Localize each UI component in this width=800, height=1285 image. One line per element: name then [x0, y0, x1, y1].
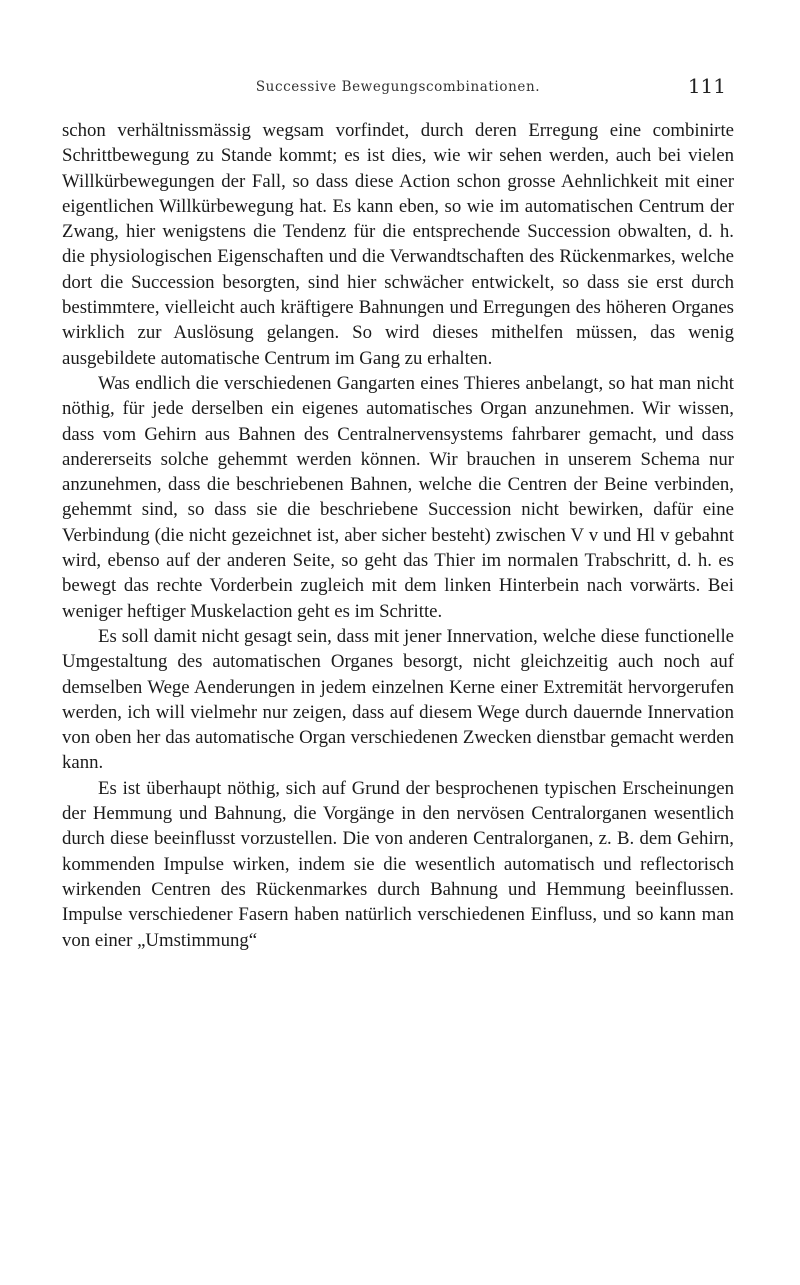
- paragraph-4: Es ist überhaupt nöthig, sich auf Grund der besprochenen typischen Erscheinungen der Hemmung und Bahnung, die Vorgänge in den nervösen Centralorganen wesentlich durch diese beeinflusst vorzustellen. Die von anderen Centralorganen, z. B. dem Gehirn, kommenden Impulse wirken, indem sie die wesentlich automatisch und reflectorisch wirkenden Centren des Rückenmarkes durch Bahnung und Hemmung beeinflussen. Impulse verschiedener Fasern haben natürlich verschiedenen Einfluss, und so kann man von einer „Umstimmung“: [62, 777, 734, 951]
- paragraph-3: Es soll damit nicht gesagt sein, dass mit jener Innervation, welche diese functionelle Umgestaltung des automatischen Organes besorgt, nicht gleichzeitig auch noch auf demselben Wege Aenderungen in jedem einzelnen Kerne einer Extremität hervorgerufen werden, ich will vielmehr nur zeigen, dass auf diesem Wege durch dauernde Innervation von oben her das automatische Organ verschiedenen Zwecken dienstbar gemacht werden kann.: [62, 625, 734, 774]
- page-number: 111: [687, 74, 726, 98]
- body-text: [62, 118, 734, 953]
- paragraph-2: Was endlich die verschiedenen Gangarten eines Thieres anbelangt, so hat man nicht nöthig, für jede derselben ein eigenes automatisches Organ anzunehmen. Wir wissen, dass vom Gehirn aus Bahnen des Centralnervensystems fahrbarer gemacht, und dass andererseits solche gehemmt werden können. Wir brauchen in unserem Schema nur anzunehmen, dass die beschriebenen Bahnen, welche die Centren der Beine verbinden, gehemmt sind, so dass sie die beschriebene Succession nicht bewirken, dafür eine Verbindung (die nicht gezeichnet ist, aber sicher besteht) zwischen V v und Hl v gebahnt wird, ebenso auf der anderen Seite, so geht das Thier im normalen Trabschritt, d. h. es bewegt das rechte Vorderbein zugleich mit dem linken Hinterbein nach vorwärts. Bei weniger heftiger Muskelaction geht es im Schritte.: [62, 372, 734, 622]
- page-header: [62, 74, 734, 108]
- running-title: Successive Bewegungscombinationen.: [255, 79, 541, 95]
- paragraph-1: schon verhältnissmässig wegsam vorfindet, durch deren Erregung eine combinirte Schrittbewegung zu Stande kommt; es ist dies, wie wir sehen werden, auch bei vielen Willkürbewegungen der Fall, so dass diese Action schon grosse Aehnlichkeit mit einer eigentlichen Willkürbewegung hat. Es kann eben, so wie im automatischen Centrum der Zwang, hier wenigstens die Tendenz für die entsprechende Succession obwalten, d. h. die physiologischen Eigenschaften und die Verwandtschaften des Rückenmarkes, welche dort die Succession besorgten, sind hier schwächer entwickelt, so dass sie erst durch bestimmtere, vielleicht auch kräftigere Bahnungen und Erregungen des höheren Organes wirklich zur Auslösung gelangen. So wird dieses mithelfen müssen, das wenig ausgebildete automatische Centrum im Gang zu erhalten.: [62, 120, 734, 369]
